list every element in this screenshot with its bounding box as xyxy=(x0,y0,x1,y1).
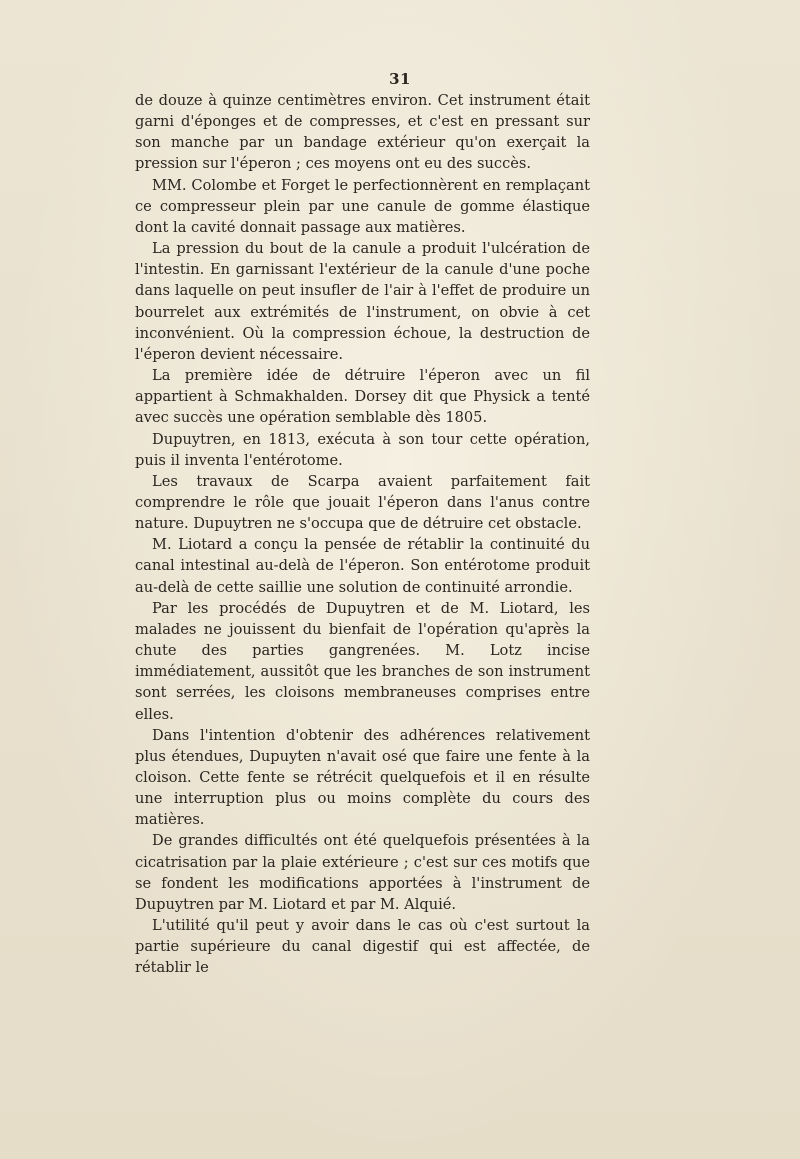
paragraph-2: MM. Colombe et Forget le perfectionnèrent en remplaçant ce compresseur plein par une canule de gomme élastique dont la cavité donnait passage aux matières. xyxy=(135,176,590,236)
paragraph-6: Les travaux de Scarpa avaient parfaitement fait comprendre le rôle que jouait l'éperon dans l'anus contre nature. Dupuytren ne s'occupa que de détruire cet obstacle. xyxy=(135,472,590,533)
paragraph-7: M. Liotard a conçu la pensée de rétablir la continuité du canal intestinal au-delà de l'éperon. Son entérotome produit au-delà de cette saillie une solution de continuité arrondie. xyxy=(135,536,590,596)
paragraph-11: L'utilité qu'il peut y avoir dans le cas où c'est surtout la partie supérieure du canal digestif qui est affectée, de rétablir le xyxy=(135,917,590,977)
paragraph-9: Dans l'intention d'obtenir des adhérences relativement plus étendues, Dupuyten n'avait osé que faire une fente à la cloison. Cette fente se rétrécit quelquefois et il en résulte une interruption plus ou moins complète du cours des matières. xyxy=(135,726,590,829)
page-number: 31 xyxy=(389,70,411,88)
body-text xyxy=(135,90,590,979)
paragraph-8: Par les procédés de Dupuytren et de M. Liotard, les malades ne jouissent du bienfait de l'opération qu'après la chute des parties gangrenées. M. Lotz incise immédiatement, aussitôt que les branches de son instrument sont serrées, les cloisons membraneuses comprises entre elles. xyxy=(135,599,590,723)
paragraph-1: de douze à quinze centimètres environ. Cet instrument était garni d'éponges et de compresses, et c'est en pressant sur son manche par un bandage extérieur qu'on exerçait la pression sur l'éperon ; ces moyens ont eu des succès. xyxy=(135,92,590,173)
paragraph-10: De grandes difficultés ont été quelquefois présentées à la cicatrisation par la plaie extérieure ; c'est sur ces motifs que se fondent les modifications apportées à l'instrument de Dupuytren par M. Liotard et par M. Alquié. xyxy=(135,832,590,913)
paragraph-5: Dupuytren, en 1813, exécuta à son tour cette opération, puis il inventa l'entérotome. xyxy=(135,430,590,469)
paragraph-3: La pression du bout de la canule a produit l'ulcération de l'intestin. En garnissant l'extérieur de la canule d'une poche dans laquelle on peut insufler de l'air à l'effet de produire un bourrelet aux extrémités de l'instrument, on obvie à cet inconvénient. Où la compression échoue, la destruction de l'éperon devient nécessaire. xyxy=(135,240,590,363)
paragraph-4: La première idée de détruire l'éperon avec un fil appartient à Schmakhalden. Dorsey dit que Physick a tenté avec succès une opération semblable dès 1805. xyxy=(135,367,590,427)
